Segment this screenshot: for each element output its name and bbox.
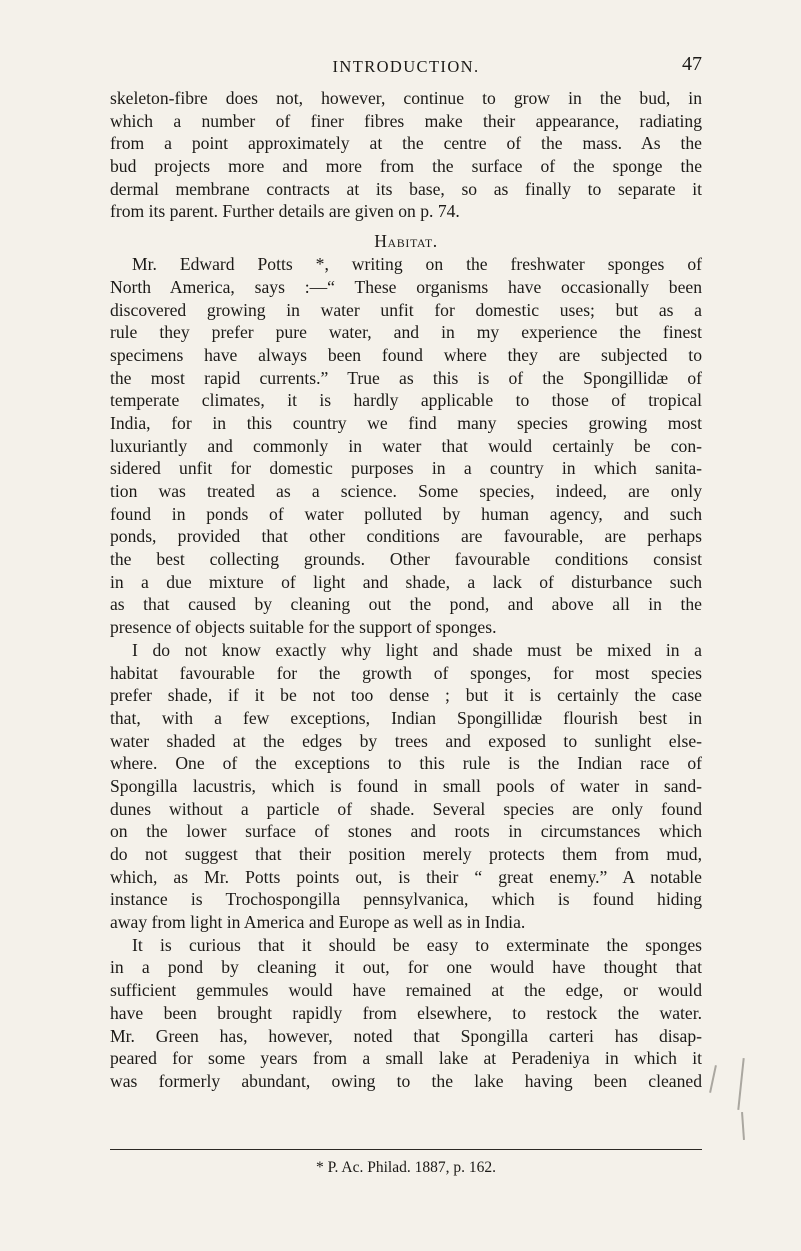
footnote-rule	[110, 1149, 702, 1150]
text-line: I do not know exactly why light and shade must be mixed in a	[132, 639, 702, 660]
text-line: discovered growing in water unfit for domestic uses; but as a	[110, 299, 702, 320]
text-line: that, with a few exceptions, Indian Spongillidæ flourish best in	[110, 707, 702, 728]
text-line: sidered unfit for domestic purposes in a country in which sanita-	[110, 458, 702, 479]
text-line: where. One of the exceptions to this rule is the Indian race of	[110, 753, 702, 774]
text-line: India, for in this country we find many species growing most	[110, 412, 702, 433]
text-line: temperate climates, it is hardly applicable to those of tropical	[110, 390, 702, 411]
running-head	[110, 53, 702, 83]
running-title: INTRODUCTION.	[332, 57, 480, 76]
text-line: from its parent. Further details are given on p. 74.	[110, 201, 460, 222]
text-line: prefer shade, if it be not too dense ; but it is certainly the case	[110, 685, 702, 706]
text-line: which a number of finer fibres make their appearance, radiating	[110, 110, 702, 131]
text-line: Spongilla lacustris, which is found in small pools of water in sand-	[110, 775, 702, 796]
text-line: luxuriantly and commonly in water that would certainly be con-	[110, 435, 702, 456]
text-line: from a point approximately at the centre of the mass. As the	[110, 133, 702, 154]
text-line: as that caused by cleaning out the pond, and above all in the	[110, 594, 702, 615]
text-line: presence of objects suitable for the support of sponges.	[110, 617, 497, 638]
text-line: It is curious that it should be easy to exterminate the sponges	[132, 934, 702, 955]
section-heading: Habitat.	[374, 231, 438, 252]
text-line: have been brought rapidly from elsewhere, to restock the water.	[110, 1002, 702, 1023]
text-line: dermal membrane contracts at its base, so as finally to separate it	[110, 178, 702, 199]
text-line: do not suggest that their position merely protects them from mud,	[110, 844, 702, 864]
text-line: in a due mixture of light and shade, a lack of disturbance such	[110, 571, 702, 592]
text-line: Mr. Edward Potts *, writing on the freshwater sponges of	[132, 254, 702, 275]
text-body	[110, 87, 702, 1093]
margin-pencil-mark	[737, 1058, 744, 1110]
text-line: rule they prefer pure water, and in my experience the finest	[110, 322, 702, 343]
margin-pencil-mark	[709, 1065, 717, 1093]
text-line: the most rapid currents.” True as this is of the Spongillidæ of	[110, 367, 702, 388]
text-line: on the lower surface of stones and roots in circumstances which	[110, 821, 702, 842]
text-line: specimens have always been found where they are subjected to	[110, 344, 702, 365]
text-line: habitat favourable for the growth of sponges, for most species	[110, 662, 702, 683]
text-line: found in ponds of water polluted by human agency, and such	[110, 503, 702, 524]
text-line: in a pond by cleaning it out, for one would have thought that	[110, 957, 702, 978]
text-line: ponds, provided that other conditions are favourable, are perhaps	[110, 526, 702, 547]
page-number: 47	[682, 53, 702, 75]
text-line: water shaded at the edges by trees and exposed to sunlight else-	[110, 730, 702, 751]
text-line: North America, says :—“ These organisms have occasionally been	[110, 276, 702, 297]
text-line: skeleton-fibre does not, however, continue to grow in the bud, in	[110, 88, 702, 108]
text-line: bud projects more and more from the surface of the sponge the	[110, 156, 702, 177]
text-line: the best collecting grounds. Other favourable conditions consist	[110, 549, 702, 570]
footnote: * P. Ac. Philad. 1887, p. 162.	[316, 1159, 496, 1176]
text-line: which, as Mr. Potts points out, is their “ great enemy.” A notable	[110, 866, 702, 887]
text-line: peared for some years from a small lake at Peradeniya in which it	[110, 1048, 702, 1069]
text-line: away from light in America and Europe as well as in India.	[110, 912, 526, 933]
text-line: was formerly abundant, owing to the lake having been cleaned	[110, 1070, 702, 1091]
margin-pencil-mark	[741, 1112, 745, 1140]
text-line: dunes without a particle of shade. Several species are only found	[110, 798, 702, 819]
text-line: sufficient gemmules would have remained at the edge, or would	[110, 980, 702, 1001]
text-line: Mr. Green has, however, noted that Spongilla carteri has disap-	[110, 1025, 702, 1046]
text-line: instance is Trochospongilla pennsylvanica, which is found hiding	[110, 889, 702, 910]
text-line: tion was treated as a science. Some species, indeed, are only	[110, 481, 702, 501]
